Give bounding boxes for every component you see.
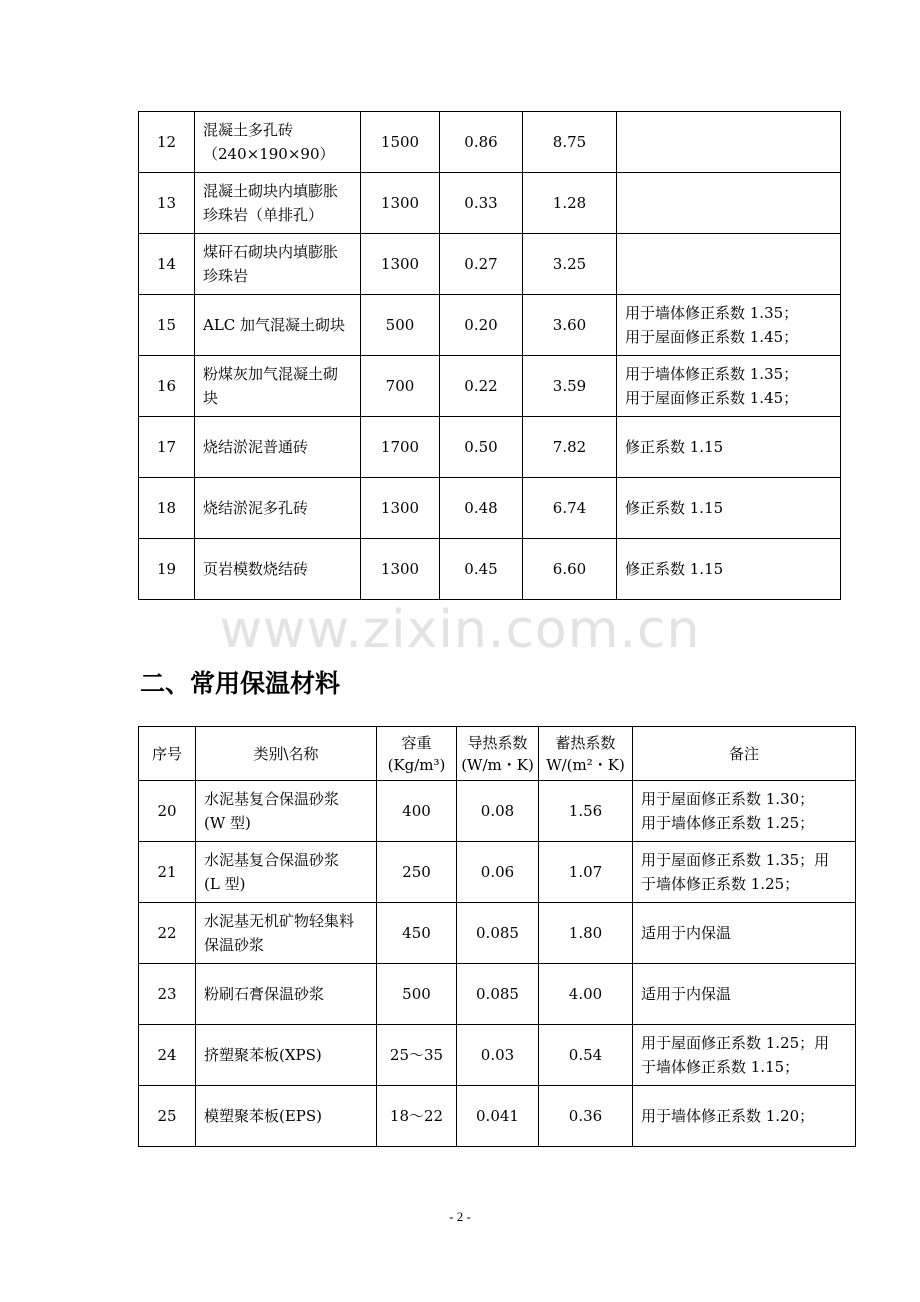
heat-storage-value: 1.80	[539, 903, 633, 964]
conductivity-value: 0.06	[457, 842, 539, 903]
material-name: ALC 加气混凝土砌块	[195, 295, 361, 356]
density-value: 500	[361, 295, 440, 356]
material-name: 烧结淤泥普通砖	[195, 417, 361, 478]
conductivity-value: 0.041	[457, 1086, 539, 1147]
material-name: 粉刷石膏保温砂浆	[196, 964, 377, 1025]
remark: 用于屋面修正系数 1.35；用 于墙体修正系数 1.25；	[633, 842, 856, 903]
material-name: 模塑聚苯板(EPS)	[196, 1086, 377, 1147]
remark: 用于屋面修正系数 1.30； 用于墙体修正系数 1.25；	[633, 781, 856, 842]
density-value: 1300	[361, 173, 440, 234]
material-name: 页岩模数烧结砖	[195, 539, 361, 600]
conductivity-value: 0.48	[440, 478, 523, 539]
row-number: 24	[139, 1025, 196, 1086]
row-number: 14	[139, 234, 195, 295]
heat-storage-value: 0.36	[539, 1086, 633, 1147]
density-value: 1700	[361, 417, 440, 478]
density-value: 250	[377, 842, 457, 903]
material-name: 混凝土砌块内填膨胀 珍珠岩（单排孔）	[195, 173, 361, 234]
heat-storage-value: 3.60	[523, 295, 617, 356]
header-no: 序号	[139, 727, 196, 781]
remark: 适用于内保温	[633, 903, 856, 964]
header-density-unit: (Kg/m³)	[387, 755, 446, 774]
heat-storage-value: 4.00	[539, 964, 633, 1025]
section-heading: 二、常用保温材料	[140, 669, 341, 698]
table-row	[139, 417, 841, 478]
density-value: 700	[361, 356, 440, 417]
material-name: 水泥基复合保温砂浆 (W 型)	[196, 781, 377, 842]
conductivity-value: 0.33	[440, 173, 523, 234]
heat-storage-value: 0.54	[539, 1025, 633, 1086]
density-value: 400	[377, 781, 457, 842]
page-number: - 2 -	[449, 1209, 471, 1224]
heat-storage-value: 8.75	[523, 112, 617, 173]
header-conductivity-label: 导热系数	[467, 733, 528, 752]
row-number: 16	[139, 356, 195, 417]
conductivity-value: 0.22	[440, 356, 523, 417]
remark: 修正系数 1.15	[617, 417, 841, 478]
heat-storage-value: 1.56	[539, 781, 633, 842]
density-value: 25～35	[377, 1025, 457, 1086]
table-row	[139, 903, 856, 964]
row-number: 21	[139, 842, 196, 903]
row-number: 17	[139, 417, 195, 478]
header-heat-storage-label: 蓄热系数	[555, 733, 616, 752]
conductivity-value: 0.27	[440, 234, 523, 295]
remark	[617, 173, 841, 234]
material-name: 挤塑聚苯板(XPS)	[196, 1025, 377, 1086]
material-name: 烧结淤泥多孔砖	[195, 478, 361, 539]
heat-storage-value: 6.60	[523, 539, 617, 600]
row-number: 12	[139, 112, 195, 173]
conductivity-value: 0.08	[457, 781, 539, 842]
remark	[617, 234, 841, 295]
remark	[617, 112, 841, 173]
conductivity-value: 0.50	[440, 417, 523, 478]
header-heat-storage-unit: W/(m²・K)	[546, 755, 625, 774]
remark: 适用于内保温	[633, 964, 856, 1025]
header-heat-storage	[539, 727, 633, 781]
table-row	[139, 112, 841, 173]
table-row	[139, 295, 841, 356]
density-value: 500	[377, 964, 457, 1025]
density-value: 1500	[361, 112, 440, 173]
table-row	[139, 964, 856, 1025]
conductivity-value: 0.20	[440, 295, 523, 356]
remark: 用于墙体修正系数 1.35； 用于屋面修正系数 1.45；	[617, 295, 841, 356]
density-value: 1300	[361, 478, 440, 539]
remark: 修正系数 1.15	[617, 478, 841, 539]
conductivity-value: 0.085	[457, 903, 539, 964]
table-row	[139, 234, 841, 295]
row-number: 25	[139, 1086, 196, 1147]
table-row	[139, 356, 841, 417]
conductivity-value: 0.085	[457, 964, 539, 1025]
row-number: 19	[139, 539, 195, 600]
density-value: 1300	[361, 539, 440, 600]
table-row	[139, 781, 856, 842]
material-name: 水泥基无机矿物轻集料 保温砂浆	[196, 903, 377, 964]
heat-storage-value: 1.07	[539, 842, 633, 903]
header-density	[377, 727, 457, 781]
row-number: 23	[139, 964, 196, 1025]
remark: 用于墙体修正系数 1.35； 用于屋面修正系数 1.45；	[617, 356, 841, 417]
row-number: 13	[139, 173, 195, 234]
heat-storage-value: 1.28	[523, 173, 617, 234]
density-value: 1300	[361, 234, 440, 295]
remark: 用于墙体修正系数 1.20；	[633, 1086, 856, 1147]
table-row	[139, 1025, 856, 1086]
heat-storage-value: 3.59	[523, 356, 617, 417]
material-name: 混凝土多孔砖 （240×190×90）	[195, 112, 361, 173]
table-row	[139, 842, 856, 903]
heat-storage-value: 3.25	[523, 234, 617, 295]
conductivity-value: 0.03	[457, 1025, 539, 1086]
table-row	[139, 478, 841, 539]
row-number: 15	[139, 295, 195, 356]
header-density-label: 容重	[401, 733, 432, 752]
row-number: 20	[139, 781, 196, 842]
material-name: 粉煤灰加气混凝土砌 块	[195, 356, 361, 417]
remark: 用于屋面修正系数 1.25；用 于墙体修正系数 1.15；	[633, 1025, 856, 1086]
table-header-row	[139, 727, 856, 781]
table-row	[139, 173, 841, 234]
table-row	[139, 1086, 856, 1147]
material-name: 水泥基复合保温砂浆 (L 型)	[196, 842, 377, 903]
header-conductivity	[457, 727, 539, 781]
watermark: www.zixin.com.cn	[219, 600, 701, 660]
material-name: 煤矸石砌块内填膨胀 珍珠岩	[195, 234, 361, 295]
heat-storage-value: 7.82	[523, 417, 617, 478]
materials-table-continued	[138, 111, 841, 600]
conductivity-value: 0.45	[440, 539, 523, 600]
density-value: 450	[377, 903, 457, 964]
remark: 修正系数 1.15	[617, 539, 841, 600]
header-name: 类别\名称	[196, 727, 377, 781]
table-row	[139, 539, 841, 600]
density-value: 18～22	[377, 1086, 457, 1147]
heat-storage-value: 6.74	[523, 478, 617, 539]
row-number: 18	[139, 478, 195, 539]
row-number: 22	[139, 903, 196, 964]
insulation-materials-table	[138, 726, 856, 1147]
header-remark: 备注	[633, 727, 856, 781]
conductivity-value: 0.86	[440, 112, 523, 173]
header-conductivity-unit: (W/m・K)	[461, 755, 534, 774]
